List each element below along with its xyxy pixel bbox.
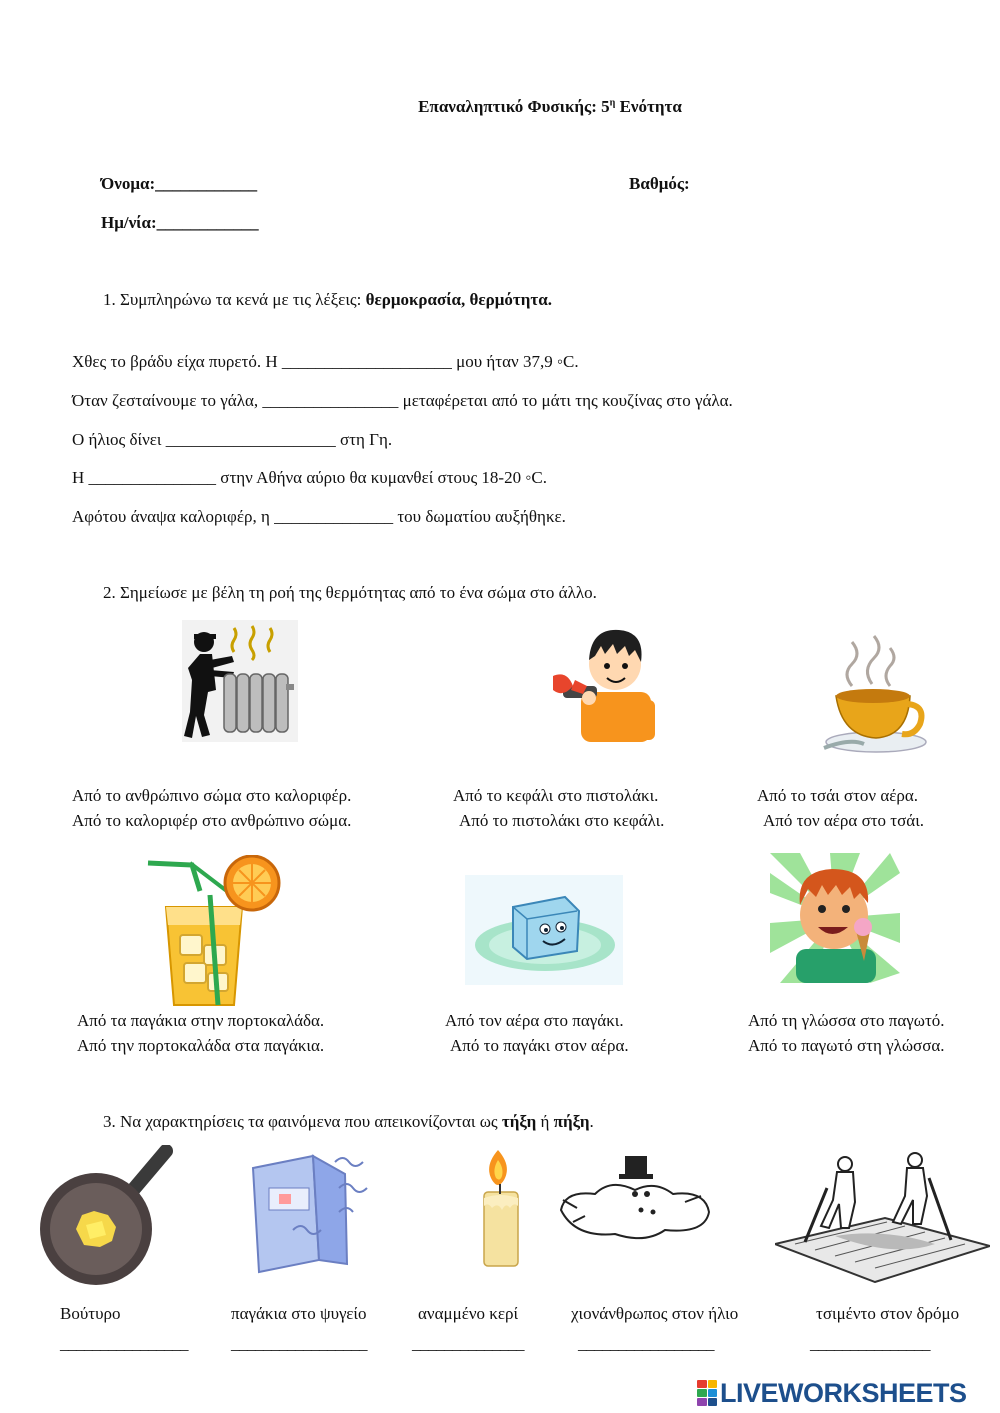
liveworksheets-logo xyxy=(697,1378,967,1408)
q2-option-2b[interactable]: Από το πιστολάκι στο κεφάλι. xyxy=(459,811,665,830)
q3-mid: ή xyxy=(536,1112,554,1131)
name-field[interactable]: Όνομα:____________ xyxy=(101,174,258,193)
ice-cube-image xyxy=(465,875,623,985)
title-sup: η xyxy=(609,97,616,109)
liveworksheets-brand: LIVEWORKSHEETS xyxy=(720,1377,967,1408)
q3-word-melting: τήξη xyxy=(501,1112,537,1131)
q3-instruction xyxy=(103,1112,594,1132)
q3-label-butter: Βούτυρο xyxy=(60,1304,121,1323)
liveworksheets-badge-icon xyxy=(697,1380,717,1406)
q3-prefix: 3. Να χαρακτηρίσεις τα φαινόμενα που απεικονίζονται ως xyxy=(103,1112,502,1131)
boy-hairdryer-image xyxy=(553,620,667,742)
q2-option-1b[interactable]: Από το καλοριφέρ στο ανθρώπινο σώμα. xyxy=(72,811,352,830)
q3-answer-fridge-ice[interactable]: _________________ xyxy=(231,1334,367,1353)
q1-instruction xyxy=(103,290,552,310)
q3-answer-candle[interactable]: ______________ xyxy=(412,1334,524,1353)
q2-option-4a[interactable]: Από τα παγάκια στην πορτοκαλάδα. xyxy=(77,1011,325,1030)
q3-label-snowman: χιονάνθρωπος στον ήλιο xyxy=(571,1304,739,1323)
q3-end: . xyxy=(589,1112,594,1131)
q1-prefix: 1. Συμπληρώνω τα κενά με τις λέξεις: xyxy=(103,290,366,309)
tea-cup-image xyxy=(820,630,930,756)
q2-option-1a[interactable]: Από το ανθρώπινο σώμα στο καλοριφέρ. xyxy=(72,786,352,805)
q2-option-5a[interactable]: Από τον αέρα στο παγάκι. xyxy=(445,1011,624,1030)
q3-label-fridge-ice: παγάκια στο ψυγείο xyxy=(231,1304,367,1323)
q3-label-candle: αναμμένο κερί xyxy=(418,1304,519,1323)
title-tail: Ενότητα xyxy=(615,97,682,116)
q3-answer-concrete[interactable]: _______________ xyxy=(810,1334,930,1353)
q2-option-3a[interactable]: Από το τσάι στον αέρα. xyxy=(757,786,919,805)
q1-line-5[interactable]: Αφότου άναψα καλοριφέρ, η ______________ του δωματίου αυξήθηκε. xyxy=(72,507,566,526)
man-radiator-image xyxy=(182,620,298,742)
q3-word-freezing: πήξη xyxy=(553,1112,590,1131)
q2-option-6b[interactable]: Από το παγωτό στη γλώσσα. xyxy=(748,1036,945,1055)
q1-line-4[interactable]: Η _______________ στην Αθήνα αύριο θα κυμανθεί στους 18-20 ◦C. xyxy=(72,468,547,487)
q1-line-2[interactable]: Όταν ζεσταίνουμε το γάλα, ________________ μεταφέρεται από το μάτι της κουζίνας στο γάλα. xyxy=(72,391,733,410)
q3-label-concrete: τσιμέντο στον δρόμο xyxy=(816,1304,960,1323)
q3-answer-butter[interactable]: ________________ xyxy=(60,1334,188,1353)
boy-icecream-image xyxy=(770,853,900,983)
orange-juice-image xyxy=(146,855,282,1010)
q1-line-1[interactable]: Χθες το βράδυ είχα πυρετό. Η ____________________ μου ήταν 37,9 ◦C. xyxy=(72,352,579,371)
q2-option-6a[interactable]: Από τη γλώσσα στο παγωτό. xyxy=(748,1011,945,1030)
q3-answer-snowman[interactable]: _________________ xyxy=(578,1334,714,1353)
frying-pan-butter-image xyxy=(30,1145,180,1285)
q2-option-3b[interactable]: Από τον αέρα στο τσάι. xyxy=(763,811,925,830)
date-field[interactable]: Ημ/νία:____________ xyxy=(101,213,259,232)
q2-option-5b[interactable]: Από το παγάκι στον αέρα. xyxy=(450,1036,629,1055)
melting-snowman-image xyxy=(555,1150,715,1250)
q2-instruction: 2. Σημείωσε με βέλη τη ροή της θερμότητας από το ένα σώμα στο άλλο. xyxy=(103,583,597,602)
q1-words: θερμοκρασία, θερμότητα. xyxy=(365,290,552,309)
q2-option-4b[interactable]: Από την πορτοκαλάδα στα παγάκια. xyxy=(77,1036,325,1055)
fridge-ice-image xyxy=(243,1148,368,1278)
workers-concrete-image xyxy=(775,1148,990,1283)
candle-image xyxy=(470,1150,530,1270)
grade-label: Βαθμός: xyxy=(629,174,690,193)
worksheet-title xyxy=(0,97,1000,117)
q2-option-2a[interactable]: Από το κεφάλι στο πιστολάκι. xyxy=(453,786,659,805)
title-main: Επαναληπτικό Φυσικής: 5 xyxy=(418,97,610,116)
q1-line-3[interactable]: Ο ήλιος δίνει ____________________ στη Γη. xyxy=(72,430,393,449)
